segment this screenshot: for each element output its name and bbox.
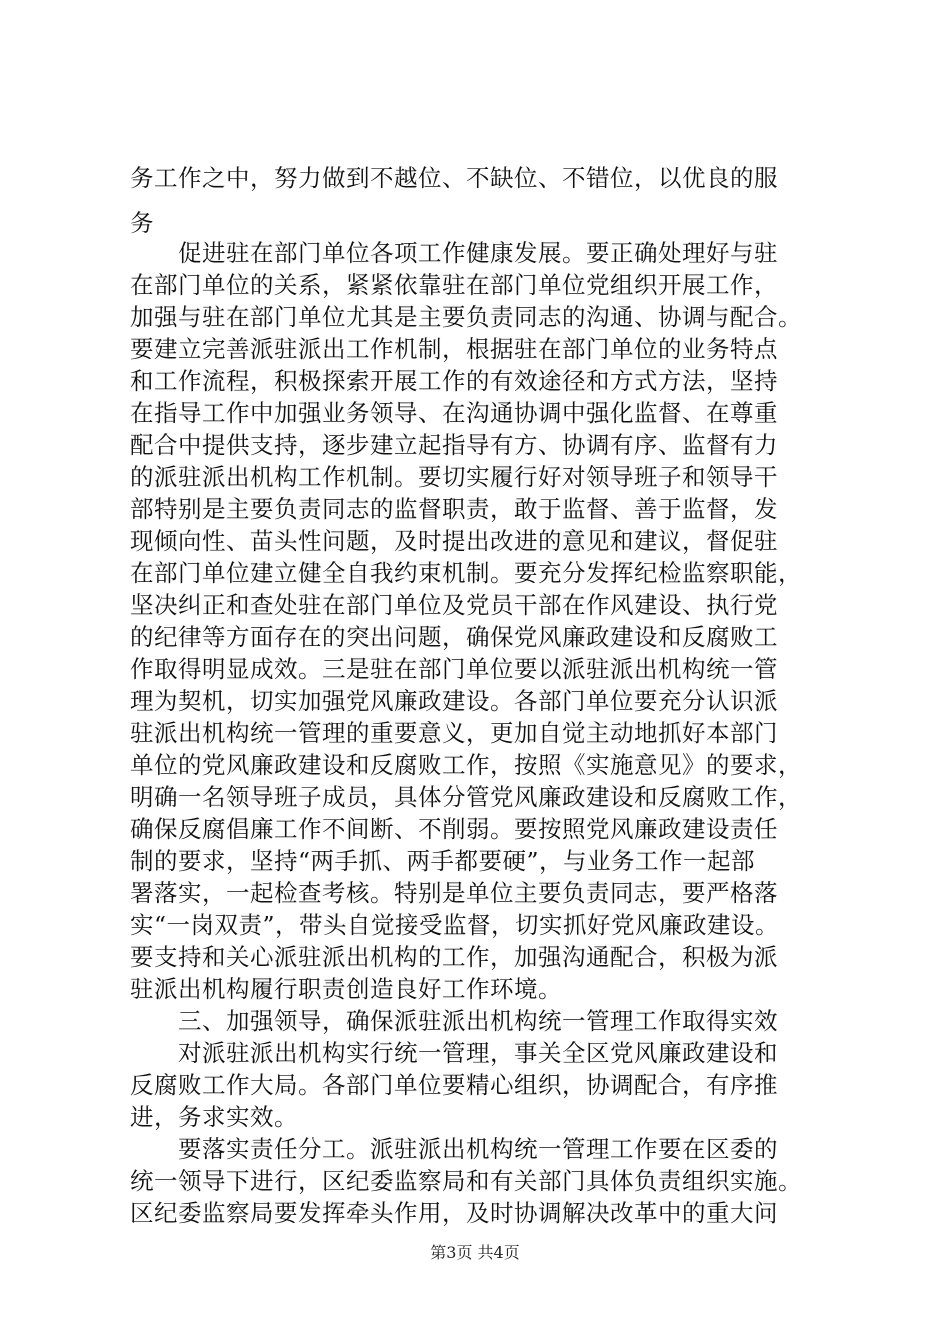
body-text-line: 在指导工作中加强业务领导、在沟通协调中强化监督、在尊重 [130, 399, 778, 427]
body-text-line: 实“一岗双责”，带头自觉接受监督，切实抓好党风廉政建设。 [130, 911, 780, 939]
body-text-line: 的派驻派出机构工作机制。要切实履行好对领导班子和领导干 [130, 463, 778, 491]
body-text-line: 坚决纠正和查处驻在部门单位及党员干部在作风建设、执行党 [130, 591, 778, 619]
body-text-line: 部特别是主要负责同志的监督职责，敢于监督、善于监督，发 [130, 495, 778, 523]
body-text-line: 务 [130, 209, 154, 237]
body-text-line: 单位的党风廉政建设和反腐败工作，按照《实施意见》的要求， [130, 751, 802, 779]
body-text-line: 务工作之中，努力做到不越位、不缺位、不错位，以优良的服 [130, 164, 778, 192]
section-heading: 三、加强领导，确保派驻派出机构统一管理工作取得实效 [178, 1007, 778, 1035]
paragraph-first-line: 促进驻在部门单位各项工作健康发展。要正确处理好与驻 [178, 239, 778, 267]
body-text-line: 要支持和关心派驻派出机构的工作，加强沟通配合，积极为派 [130, 943, 778, 971]
paragraph-first-line: 对派驻派出机构实行统一管理，事关全区党风廉政建设和 [178, 1039, 778, 1067]
body-text-line: 驻派出机构统一管理的重要意义，更加自觉主动地抓好本部门 [130, 719, 778, 747]
body-text-line: 确保反腐倡廉工作不间断、不削弱。要按照党风廉政建设责任 [130, 815, 778, 843]
body-text-line: 制的要求，坚持“两手抓、两手都要硬”，与业务工作一起部 [130, 847, 756, 875]
body-text-line: 反腐败工作大局。各部门单位要精心组织，协调配合，有序推 [130, 1071, 778, 1099]
body-text-line: 要建立完善派驻派出工作机制，根据驻在部门单位的业务特点 [130, 335, 778, 363]
paragraph-first-line: 要落实责任分工。派驻派出机构统一管理工作要在区委的 [178, 1135, 778, 1163]
body-text-line: 作取得明显成效。三是驻在部门单位要以派驻派出机构统一管 [130, 655, 778, 683]
body-text-line: 配合中提供支持，逐步建立起指导有方、协调有序、监督有力 [130, 431, 778, 459]
body-text-line: 加强与驻在部门单位尤其是主要负责同志的沟通、协调与配合。 [130, 303, 802, 331]
page-number-footer: 第3页 共4页 [430, 1243, 520, 1262]
body-text-line: 现倾向性、苗头性问题，及时提出改进的意见和建议，督促驻 [130, 527, 778, 555]
body-text-line: 在部门单位建立健全自我约束机制。要充分发挥纪检监察职能， [130, 559, 802, 587]
body-text-line: 理为契机，切实加强党风廉政建设。各部门单位要充分认识派 [130, 687, 778, 715]
body-text-line: 在部门单位的关系，紧紧依靠驻在部门单位党组织开展工作， [130, 271, 778, 299]
body-text-line: 和工作流程，积极探索开展工作的有效途径和方式方法，坚持 [130, 367, 778, 395]
body-text-line: 驻派出机构履行职责创造良好工作环境。 [130, 975, 562, 1003]
body-text-line: 统一领导下进行，区纪委监察局和有关部门具体负责组织实施。 [130, 1167, 802, 1195]
body-text-line: 的纪律等方面存在的突出问题，确保党风廉政建设和反腐败工 [130, 623, 778, 651]
body-text-line: 署落实，一起检查考核。特别是单位主要负责同志，要严格落 [130, 879, 778, 907]
body-text-line: 进，务求实效。 [130, 1103, 298, 1131]
body-text-line: 明确一名领导班子成员，具体分管党风廉政建设和反腐败工作， [130, 783, 802, 811]
body-text-line: 区纪委监察局要发挥牵头作用，及时协调解决改革中的重大问 [130, 1199, 778, 1227]
